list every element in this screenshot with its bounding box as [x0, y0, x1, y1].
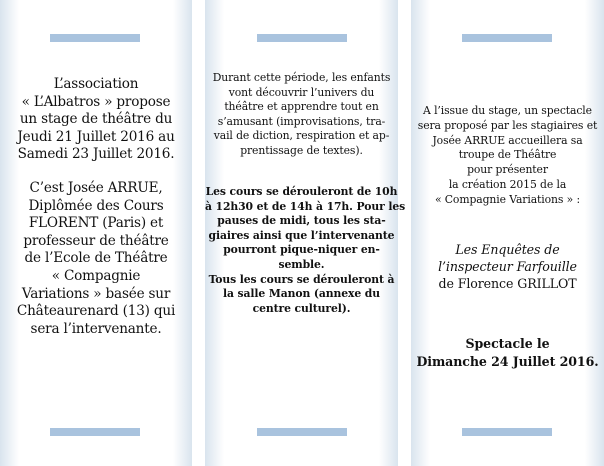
show-date-block	[411, 335, 604, 370]
top-decor-strip	[462, 34, 552, 42]
text-line: un stage de théâtre du	[19, 111, 173, 128]
show-date: Dimanche 24 Juillet 2016.	[416, 353, 599, 369]
bottom-decor-strip	[50, 428, 140, 436]
text-line: vont découvrir l’univers du	[228, 85, 375, 99]
text-line: pauses de midi, tous les sta-	[217, 214, 386, 228]
text-line: L’association	[53, 76, 139, 92]
text-line: théâtre et apprendre tout en	[224, 100, 379, 114]
text-line: professeur de théâtre	[23, 232, 169, 249]
text-line: sera proposé par les stagiaires et	[417, 118, 598, 132]
text-line: pour présenter	[467, 163, 548, 177]
text-line: s’amusant (improvisations, tra-	[217, 114, 386, 128]
text-line: Josée ARRUE accueillera sa	[432, 133, 583, 147]
text-line: sera l’intervenante.	[30, 320, 162, 337]
text-line: « Compagnie Variations » :	[434, 192, 581, 206]
play-title-line: Les Enquêtes de	[455, 242, 560, 257]
text-line: C’est Josée ARRUE,	[29, 180, 163, 196]
top-decor-strip	[50, 34, 140, 42]
text-line: Samedi 23 Juillet 2016.	[17, 146, 175, 163]
middle-panel	[205, 0, 406, 466]
text-line: Variations » basée sur	[21, 285, 171, 302]
play-author: de Florence GRILLOT	[438, 276, 577, 291]
text-line: Durant cette période, les enfants	[212, 71, 391, 84]
text-line: Diplômée des Cours	[28, 197, 164, 214]
top-decor-strip	[257, 34, 347, 42]
instructor-paragraph	[0, 180, 192, 338]
bottom-decor-strip	[257, 428, 347, 436]
text-line: centre culturel).	[252, 301, 351, 315]
text-line: giaires ainsi que l’intervenante	[208, 228, 395, 242]
text-line: Tous les cours se dérouleront à	[208, 272, 395, 286]
text-line: vail de diction, respiration et ap-	[213, 129, 390, 143]
text-line: pourront pique-niquer en-	[223, 243, 380, 257]
text-line: A l’issue du stage, un spectacle	[423, 104, 592, 117]
show-intro-paragraph	[411, 104, 604, 208]
activities-paragraph	[205, 71, 398, 159]
text-line: « Compagnie	[51, 267, 141, 284]
right-panel	[411, 0, 604, 466]
text-line: troupe de Théâtre	[458, 148, 557, 162]
text-line: la salle Manon (annexe du	[222, 287, 380, 301]
intro-paragraph	[0, 76, 192, 164]
text-line: la création 2015 de la	[448, 177, 567, 191]
left-panel	[0, 0, 192, 466]
show-label: Spectacle le	[465, 336, 550, 351]
text-line: « L’Albatros » propose	[21, 93, 171, 110]
text-line: prentissage de textes).	[240, 143, 363, 157]
play-title-block	[411, 241, 604, 292]
text-line: Châteaurenard (13) qui	[16, 303, 176, 320]
text-line: à 12h30 et de 14h à 17h. Pour les	[205, 199, 406, 213]
bottom-decor-strip	[462, 428, 552, 436]
text-line: Les cours se dérouleront de 10h	[205, 185, 398, 198]
schedule-paragraph	[205, 185, 406, 316]
text-line: de l’Ecole de Théâtre	[24, 250, 168, 267]
play-title-line: l’inspecteur Farfouille	[438, 259, 577, 274]
text-line: Jeudi 21 Juillet 2016 au	[17, 128, 175, 145]
text-line: semble.	[278, 257, 325, 271]
text-line: FLORENT (Paris) et	[28, 215, 164, 232]
